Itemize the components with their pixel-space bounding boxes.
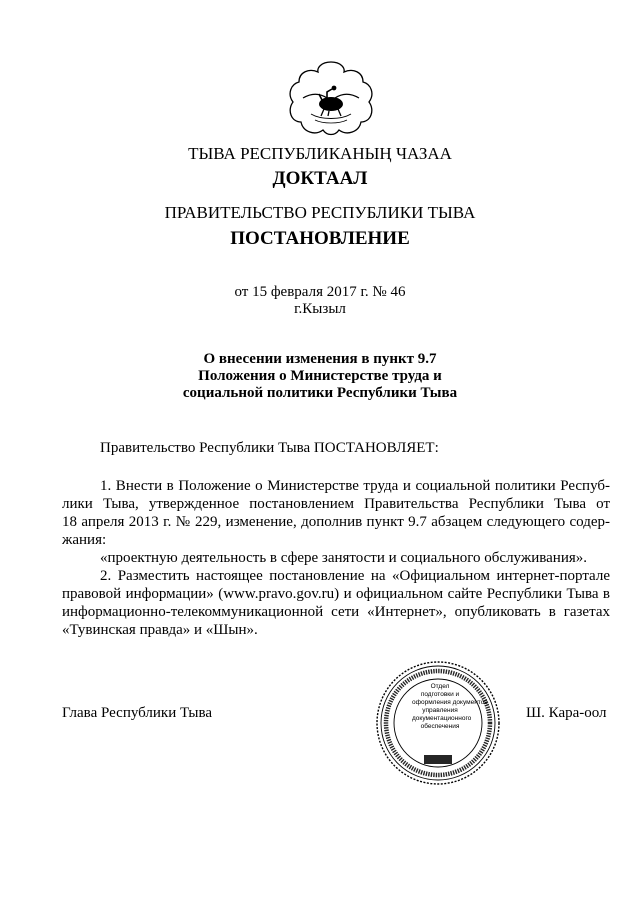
stamp-line: обеспечения bbox=[420, 723, 460, 730]
clause-1-line: 18 апреля 2013 г. № 229, изменение, дополнив пункт 9.7 абзацем следующего содер- bbox=[62, 514, 610, 530]
document-body bbox=[62, 439, 610, 639]
clause-2-line: «Тувинская правда» и «Шын». bbox=[62, 622, 258, 638]
signatory-title: Глава Республики Тыва bbox=[62, 705, 213, 721]
subject-title bbox=[0, 351, 640, 402]
clause-1-line: жания: bbox=[62, 532, 107, 548]
quoted-amendment: «проектную деятельность в сфере занятости и социального обслуживания». bbox=[100, 550, 587, 566]
document-type-russian: ПОСТАНОВЛЕНИЕ bbox=[230, 228, 410, 249]
clause-2-line: информационно-телекоммуникационной сети «Интернет», опубликовать в газетах bbox=[62, 604, 610, 620]
coat-of-arms-icon bbox=[283, 58, 379, 138]
document-type-tyvan: ДОКТААЛ bbox=[272, 168, 368, 189]
subject-line: Положения о Министерстве труда и bbox=[198, 368, 442, 384]
city: г.Кызыл bbox=[294, 301, 346, 317]
government-tyvan-heading: ТЫВА РЕСПУБЛИКАНЫҢ ЧАЗАА bbox=[188, 144, 452, 163]
subject-line: О внесении изменения в пункт 9.7 bbox=[203, 351, 437, 367]
clause-2-line: 2. Разместить настоящее постановление на «Официальном интернет-портале bbox=[100, 568, 610, 584]
clause-1-line: 1. Внести в Положение о Министерстве труда и социальной политики Респуб- bbox=[100, 478, 610, 494]
stamp-line: управления bbox=[422, 707, 458, 714]
preamble: Правительство Республики Тыва ПОСТАНОВЛЯЕТ: bbox=[100, 440, 439, 456]
subject-line: социальной политики Республики Тыва bbox=[182, 385, 458, 401]
clause-2-line: правовой информации» (www.pravo.gov.ru) и официальном сайте Республики Тыва в bbox=[62, 586, 610, 602]
stamp-line: оформления документов bbox=[412, 699, 488, 706]
date-and-number: от 15 февраля 2017 г. № 46 bbox=[234, 284, 406, 300]
clause-1-line: лики Тыва, утвержденное постановлением Правительства Республики Тыва от bbox=[62, 496, 610, 512]
stamp-line: подготовки и bbox=[420, 691, 460, 698]
signatory-name: Ш. Кара-оол bbox=[526, 705, 607, 721]
stamp-line: документационного bbox=[412, 715, 472, 722]
government-russian-heading: ПРАВИТЕЛЬСТВО РЕСПУБЛИКИ ТЫВА bbox=[164, 203, 476, 222]
stamp-line: Отдел bbox=[430, 683, 450, 690]
stamp-inner-text bbox=[412, 683, 488, 731]
